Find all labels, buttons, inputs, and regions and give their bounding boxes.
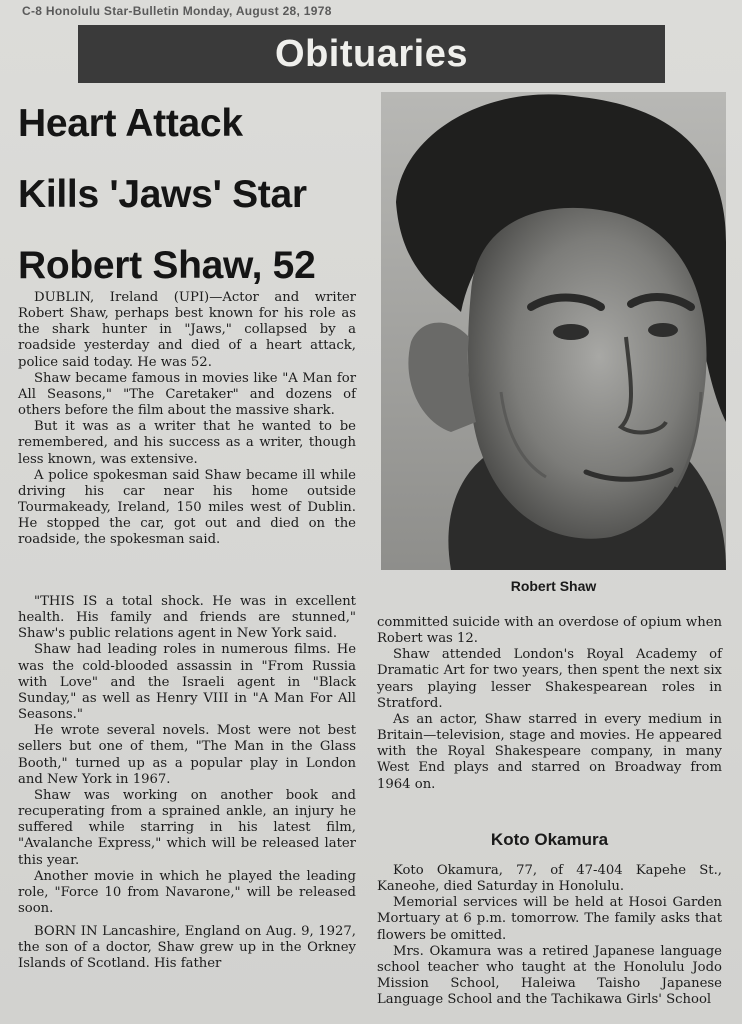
article-paragraph: "THIS IS a total shock. He was in excellent health. His family and friends are stunned," Shaw's public relations agent in New York said. <box>18 594 356 642</box>
obituary-paragraph: Koto Okamura, 77, of 47-404 Kapehe St., Kaneohe, died Saturday in Honolulu. <box>377 863 722 895</box>
headline-line-2: Kills 'Jaws' Star <box>18 173 307 216</box>
article-paragraph: Another movie in which he played the leading role, "Force 10 from Navarone," will be released soon. <box>18 868 356 916</box>
page-folio: C-8 Honolulu Star-Bulletin Monday, August 28, 1978 <box>22 4 332 18</box>
article-paragraph: Shaw became famous in movies like "A Man for All Seasons," "The Caretaker" and dozens of others before the film about the massive shark. <box>18 370 356 419</box>
article-paragraph: But it was as a writer that he wanted to be remembered, and his success as a writer, though less known, was extensive. <box>18 419 356 467</box>
obituary-column <box>377 863 722 1008</box>
article-column-left-bottom <box>18 594 356 973</box>
section-title: Obituaries <box>275 32 468 75</box>
article-paragraph: DUBLIN, Ireland (UPI)—Actor and writer Robert Shaw, perhaps best known for his role as the shark hunter in "Jaws," collapsed by a roadside yesterday and died of a heart attack, police said today. He was 52. <box>18 290 356 370</box>
article-headline <box>18 88 373 301</box>
article-paragraph: As an actor, Shaw starred in every medium in Britain—television, stage and movies. He appeared with the Royal Shakespeare company, in many West End plays and starred on Broadway from 1964 on. <box>377 711 722 792</box>
obituary-paragraph: Mrs. Okamura was a retired Japanese language school teacher who taught at the Honolulu Jodo Mission School, Haleiwa Taisho Japanese Language School and the Tachikawa Girls' School <box>377 943 722 1008</box>
article-paragraph: He wrote several novels. Most were not best sellers but one of them, "The Man in the Glass Booth," turned up as a popular play in London and New York in 1967. <box>18 723 356 787</box>
section-banner <box>78 25 665 83</box>
article-column-right <box>377 615 722 793</box>
headline-line-3: Robert Shaw, 52 <box>18 244 316 287</box>
article-paragraph: Shaw attended London's Royal Academy of Dramatic Art for two years, then spent the next six years playing lesser Shakespearean roles in Stratford. <box>377 647 722 711</box>
article-paragraph: BORN IN Lancashire, England on Aug. 9, 1927, the son of a doctor, Shaw grew up in the Orkney Islands of Scotland. His father <box>18 924 356 972</box>
portrait-photo-image <box>381 92 726 570</box>
portrait-photo <box>381 92 726 570</box>
photo-caption: Robert Shaw <box>510 578 597 594</box>
article-column-left-top <box>18 290 356 549</box>
article-paragraph: committed suicide with an overdose of opium when Robert was 12. <box>377 615 722 647</box>
article-paragraph: A police spokesman said Shaw became ill while driving his car near his home outside Tourmakeady, Ireland, 150 miles west of Dublin. He stopped the car, got out and died on the roadside, the spokesman said. <box>18 467 356 548</box>
obituary-subhead: Koto Okamura <box>490 830 609 849</box>
headline-line-1: Heart Attack <box>18 102 243 145</box>
obituary-paragraph: Memorial services will be held at Hosoi Garden Mortuary at 6 p.m. tomorrow. The family asks that flowers be omitted. <box>377 895 722 943</box>
article-paragraph: Shaw was working on another book and recuperating from a sprained ankle, an injury he suffered while starring in his latest film, "Avalanche Express," which will be released later this year. <box>18 787 356 868</box>
article-paragraph: Shaw had leading roles in numerous films. He was the cold-blooded assassin in "From Russia with Love" and the Israeli agent in "Black Sunday," as well as Henry VIII in "A Man For All Seasons." <box>18 642 356 723</box>
